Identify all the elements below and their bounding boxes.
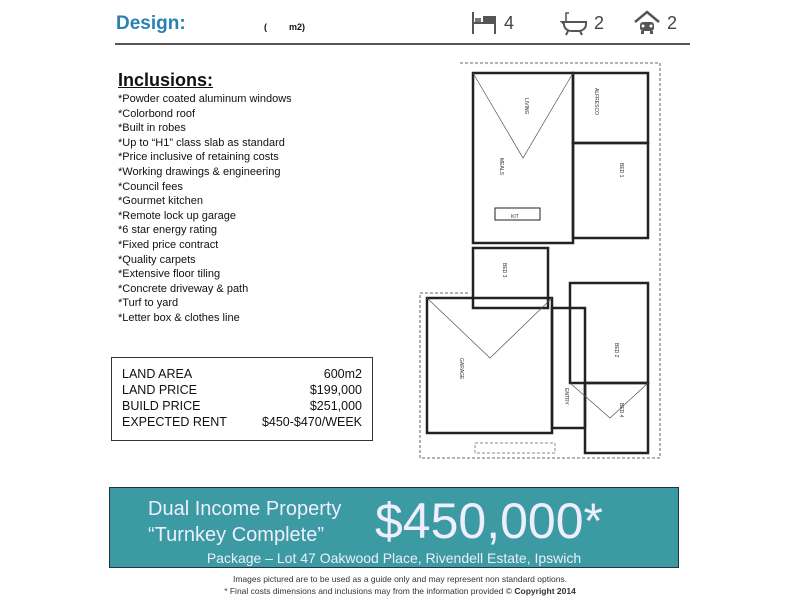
- inclusion-item: *Council fees: [118, 180, 183, 193]
- design-label: Design:: [116, 13, 186, 34]
- inclusion-item: *Colorbond roof: [118, 107, 196, 120]
- copyright: Copyright 2014: [514, 586, 576, 596]
- banner-subheadline: “Turnkey Complete”: [148, 524, 324, 546]
- inclusion-item: *Extensive floor tiling: [118, 268, 221, 281]
- bed4-room: [585, 383, 648, 453]
- room-label: BED 3: [501, 263, 507, 278]
- inclusion-item: *Gourmet kitchen: [118, 195, 203, 208]
- room-label: ALFRESCO: [593, 88, 599, 115]
- room-label: KIT: [511, 214, 519, 220]
- inclusion-item: *Turf to yard: [118, 297, 179, 310]
- inclusion-item: *Powder coated aluminum windows: [118, 93, 292, 105]
- inclusion-item: *Working drawings & engineering: [118, 165, 281, 178]
- area-unit: m2): [289, 22, 306, 32]
- disclaimer-text: * Final costs dimensions and inclusions may from the information provided ©: [224, 586, 515, 596]
- room-label: BED 2: [613, 343, 619, 358]
- room-label: BED 1: [618, 163, 624, 178]
- room-label: MEALS: [498, 158, 504, 175]
- inclusion-item: *Built in robes: [118, 122, 186, 135]
- fact-value: 600m2: [323, 367, 362, 381]
- property-facts-box: [111, 357, 373, 441]
- room-label: LIVING: [523, 98, 529, 115]
- disclaimer-line: Images pictured are to be used as a guide only and may represent non standard options.: [232, 574, 568, 584]
- room-label: BED 4: [618, 403, 624, 418]
- bedroom-count: 4: [504, 12, 515, 33]
- alfresco-room: [573, 73, 648, 143]
- inclusion-item: *Fixed price contract: [118, 238, 219, 251]
- bed-icon: [470, 10, 498, 36]
- garage-car-icon: [633, 10, 661, 36]
- inclusions-title: Inclusions:: [118, 70, 214, 90]
- inclusion-item: *Price inclusive of retaining costs: [118, 151, 279, 164]
- bedrooms-feature: [470, 10, 514, 36]
- bathrooms-feature: [560, 10, 604, 36]
- fact-value: $251,000: [309, 399, 362, 413]
- price-banner: [109, 487, 679, 568]
- inclusion-item: *Quality carpets: [118, 253, 196, 266]
- area-open: (: [264, 22, 267, 32]
- inclusion-item: *Remote lock up garage: [118, 209, 237, 222]
- bed2-room: [570, 283, 648, 383]
- package-price: $450,000*: [375, 493, 604, 549]
- inclusion-item: *Concrete driveway & path: [118, 282, 249, 295]
- garage-room: [427, 298, 552, 433]
- disclaimer-line: [0, 585, 800, 597]
- fact-label: LAND AREA: [122, 367, 193, 381]
- floor-area: [264, 22, 327, 32]
- inclusions-list: [118, 92, 292, 326]
- garage-count: 2: [667, 12, 678, 33]
- fact-row: [122, 382, 362, 398]
- inclusion-item: *6 star energy rating: [118, 224, 218, 237]
- floor-plan: [415, 58, 665, 468]
- disclaimer: [0, 573, 800, 597]
- fact-value: $199,000: [309, 383, 362, 397]
- banner-headline: Dual Income Property: [148, 498, 342, 520]
- fact-label: BUILD PRICE: [122, 399, 201, 413]
- header-divider: [115, 43, 690, 45]
- garage-feature: [633, 10, 677, 36]
- inclusion-item: *Up to “H1” class slab as standard: [118, 136, 285, 149]
- package-address: Package – Lot 47 Oakwood Place, Rivendell Estate, Ipswich: [206, 550, 582, 566]
- entry-room: [552, 308, 585, 428]
- fact-label: LAND PRICE: [122, 383, 198, 397]
- fact-value: $450-$470/WEEK: [261, 415, 362, 429]
- bed1-room: [573, 143, 648, 238]
- fact-row: [122, 398, 362, 414]
- inclusion-item: *Letter box & clothes line: [118, 311, 240, 324]
- bathroom-count: 2: [594, 12, 605, 33]
- room-label: ENTRY: [563, 388, 569, 405]
- bath-icon: [560, 10, 588, 36]
- fact-label: EXPECTED RENT: [122, 415, 227, 429]
- fact-row: [122, 366, 362, 382]
- room-label: GARAGE: [458, 358, 464, 380]
- fact-row: [122, 414, 362, 430]
